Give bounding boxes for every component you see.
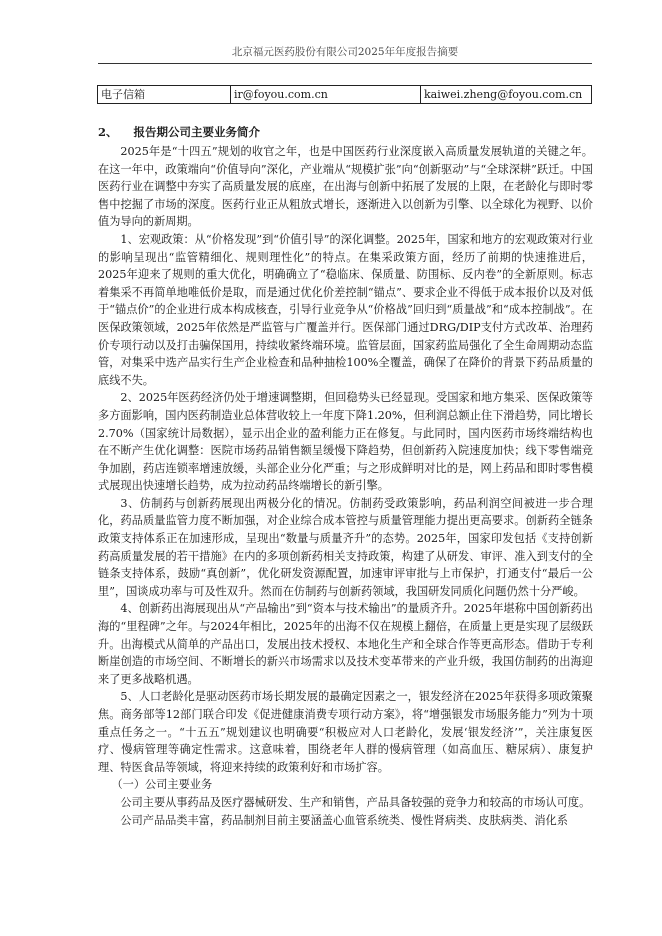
table-row <box>98 86 592 104</box>
section-number: 2、 <box>98 125 118 139</box>
page-header: 北京福元医药股份有限公司2025年年度报告摘要 <box>231 46 459 58</box>
section-heading <box>98 124 260 140</box>
subsection-heading: （一）公司主要业务 <box>111 778 213 792</box>
paragraph-main-business: 公司主要从事药品及医疗器械研发、生产和销售，产品具备较强的竞争力和较高的市场认可度。 <box>120 795 591 809</box>
contact-table <box>97 85 592 104</box>
email-cell-2: kaiwei.zheng@foyou.com.cn <box>421 86 592 104</box>
paragraph-products: 公司产品品类丰富，药品制剂目前主要涵盖心血管系统类、慢性肾病类、皮肤病类、消化系 <box>120 813 568 827</box>
paragraph-generic-innovative: 3、仿制药与创新药展现出两极分化的情况。仿制药受政策影响，药品利润空间被进一步合理化，药品质量监管力度不断加强，对企业综合成本管控与质量管理能力提出更高要求。创新药全链条政策支持体系正在加速形成，呈现出“数量与质量齐升”的态势。2025年，国家印发包括《支持创新药高质量发展的若干措施》在内的多项创新药相关支持政策，构建了从研发、审评、准入到支付的全链条支持体系，鼓励“真创新”，优化研发资源配置，加速审评审批与上市保护，打通支付“最后一公里”，国谈成功率与可及性双升。然而在仿制药与创新药领域，我国研发同质化问题仍然十分严峻。 <box>98 496 593 598</box>
paragraph-economy: 2、2025年医药经济仍处于增速调整期，但回稳势头已经显现。受国家和地方集采、医保政策等多方面影响，国内医药制造业总体营收较上一年度下降1.20%，但利润总额止住下滑趋势，同比增长2.70%（国家统计局数据），显示出企业的盈利能力正在修复。与此同时，国内医药市场终端结构也在不断产生优化调整：医院市场药品销售额呈缓慢下降趋势，但创新药入院速度加快；线下零售端竞争加剧，药店连锁率增速放缓，头部企业分化严重；与之形成鲜明对比的是，网上药品和即时零售模式展现出快速增长趋势，成为拉动药品终端增长的新引擎。 <box>98 391 593 493</box>
section-title: 报告期公司主要业务简介 <box>133 125 261 139</box>
body-text <box>98 143 593 829</box>
email-cell-1: ir@foyou.com.cn <box>231 86 421 104</box>
paragraph-aging: 5、人口老龄化是驱动医药市场长期发展的最确定因素之一，银发经济在2025年获得多项政策聚焦。商务部等12部门联合印发《促进健康消费专项行动方案》，将“增强银发市场服务能力”列为十项重点任务之一。“十五五”规划建议也明确要“积极应对人口老龄化，发展‘银发经济’”，关注康复医疗、慢病管理等确定性需求。这意味着，围绕老年人群的慢病管理（如高血压、糖尿病）、康复护理、特医食品等领域，将迎来持续的政策利好和市场扩容。 <box>98 690 593 774</box>
email-label-cell: 电子信箱 <box>98 86 231 104</box>
header-divider <box>98 63 592 64</box>
paragraph-intro: 2025年是“十四五”规划的收官之年，也是中国医药行业深度嵌入高质量发展轨道的关键之年。在这一年中，政策端向“价值导向”深化，产业端从“规模扩张”向“创新驱动”与“全球深耕”跃迁。中国医药行业在调整中夯实了高质量发展的底座，在出海与创新中拓展了发展的上限，在老龄化与即时零售中挖掘了市场的深度。医药行业正从粗放式增长，逐渐进入以创新为引擎、以全球化为视野、以价值为导向的新周期。 <box>98 145 593 229</box>
paragraph-overseas: 4、创新药出海展现出从“产品输出”到“资本与技术输出”的量质齐升。2025年堪称中国创新药出海的“里程碑”之年。与2024年相比，2025年的出海不仅在规模上翻倍，在质量上更是实现了层级跃升。出海模式从简单的产品出口，发展出技术授权、本地化生产和全球合作等更高形态。借助于专利断崖创造的市场空间、不断增长的新兴市场需求以及技术变革带来的产业升级，我国仿制药的出海迎来了更多战略机遇。 <box>98 602 593 686</box>
paragraph-policy: 1、宏观政策：从“价格发现”到“价值引导”的深化调整。2025年，国家和地方的宏观政策对行业的影响呈现出“监管精细化、规则理性化”的特点。在集采政策方面，经历了前期的快速推进后，2025年迎来了规则的重大优化，明确确立了“稳临床、保质量、防围标、反内卷”的全新原则。标志着集采不再简单地唯低价是取，而是通过优化价差控制“锚点”、要求企业不得低于成本报价以及对低于“锚点价”的企业进行成本构成核查，引导行业竞争从“价格战”回归到“质量战”和“成本控制战”。在医保政策领域，2025年依然是严监管与广覆盖并行。医保部门通过DRG/DIP支付方式改革、治理药价专项行动以及打击骗保国用，持续收紧终端环境。监管层面，国家药监局强化了全生命周期动态监管，对集采中选产品实行生产企业检查和品种抽检100%全覆盖，确保了在降价的背景下药品质量的底线不失。 <box>98 232 593 387</box>
